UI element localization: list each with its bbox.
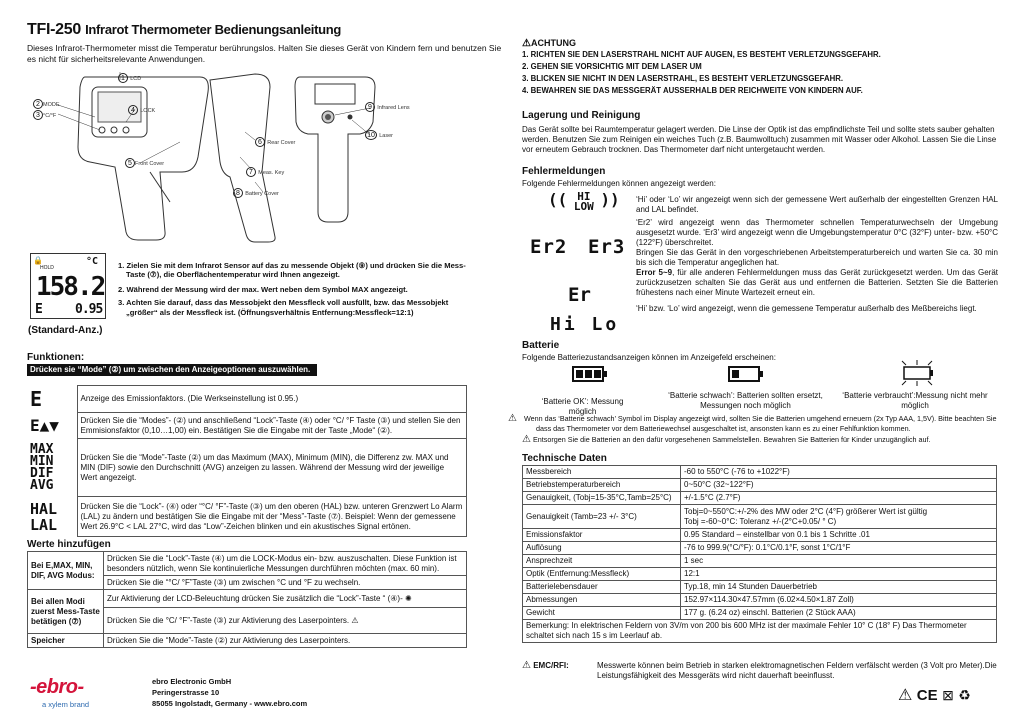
specs-title: Technische Daten [522, 453, 607, 464]
steps-list [118, 261, 473, 317]
spec-key: Genauigkeit (Tamb=23 +/- 3°C) [523, 505, 681, 529]
spec-key: Ansprechzeit [523, 555, 681, 568]
emc-warning-icon: ⚠ [522, 660, 531, 671]
battery-intro: Folgende Batteriezustandsanzeigen können im Anzeigefeld erscheinen: [522, 352, 776, 362]
spec-value: Tobj=0~550°C:+/-2% des MW oder 2°C (4°F) größerer Wert ist gültig Tobj =-60~0°C: Toleranz +/-(2°C+0.05/ ° C) [681, 505, 997, 529]
spec-key: Messbereich [523, 466, 681, 479]
emc-section [522, 661, 997, 681]
er-icon: Er [568, 284, 591, 306]
warning-line-1: 1. RICHTEN SIE DEN LASERSTRAHL NICHT AUF AUGEN, ES BESTEHT VERLETZUNGSGEFAHR. [522, 50, 881, 60]
spec-value: +/-1.5°C (2.7°F) [681, 492, 997, 505]
specs-table [522, 465, 997, 643]
extra-key-1: Bei E,MAX, MIN, DIF, AVG Modus: [28, 552, 104, 590]
extra-val-1a: Drücken Sie die “Lock”-Taste (④) um die LOCK-Modus ein- bzw. auszuschalten. Diese Funktion ist besonders nützlich, wenn Sie kontinuierliche Messungen durchführen möchten (max. 60 min). [104, 552, 467, 576]
battery-empty-icon [900, 360, 936, 386]
errors-section [522, 166, 997, 189]
warning-line-3: 3. BLICKEN SIE NICHT IN DEN LASERSTRAHL, ES BESTEHT VERLETZUNGSGEFAHR. [522, 74, 843, 84]
warning-line-4: 4. BEWAHREN SIE DAS MESSGERÄT AUSSERHALB DER REICHWEITE VON KINDERN AUF. [522, 86, 863, 96]
battery-empty-text: ‘Batterie verbraucht’:Messung nicht mehr möglich [842, 391, 988, 410]
spec-value: 177 g. (6.24 oz) einschl. Batterien (2 Stück AAA) [681, 607, 997, 620]
laser-warning-icon: ⚠ [351, 615, 359, 625]
mode-alarm-icon: HAL LAL [30, 499, 58, 534]
table-row [523, 568, 997, 581]
mode-e-text: Anzeige des Emissionfaktors. (Die Werkseinstellung ist 0.95.) [77, 386, 467, 413]
error-text-hilo: ‘Hi’ oder ‘Lo’ wir angezeigt wenn sich der gemessene Wert außerhalb der eingestellten Grenzen HAL and LAL befindet. [636, 195, 998, 214]
table-row [523, 542, 997, 555]
cleaning-title: Lagerung und Reinigung [522, 110, 641, 121]
table-row [28, 634, 467, 648]
functions-bar: Drücken sie “Mode” (②) um zwischen den Anzeigeoptionen auszuwählen. [27, 364, 317, 376]
extra-key-2: Bei allen Modi zuerst Mess-Taste betätigen (⑦) [28, 590, 104, 634]
certification-marks [898, 686, 971, 706]
mode-emissivity-text: Drücken Sie die “Modes”- (②) und anschließend “Lock”-Taste (④) oder °C/ °F Taste (③) und stellen Sie den Emmisionsfaktor (0,10…1,00) ein. Bestätigen Sie die Eingabe mit der Taste „Mode“ (②). [77, 413, 467, 439]
table-row [523, 607, 997, 620]
error-text-er2: ‘Er2’ wird angezeigt wenn das Thermometer schnellen Temperaturwechseln der Umgebung ausgesetzt wurde. ‘Er3’ wird angezeigt wenn die Umgebungstemperatur 0°C (32°F) unter- bzw. +50°C (122°F) überschreitet. [636, 218, 998, 247]
errors-texts [636, 195, 998, 314]
callout-front-cover: 5 Front Cover [125, 158, 164, 168]
callout-meas-key: 7 Meas. Key [246, 167, 284, 177]
document-title: Infrarot Thermometer Bedienungsanleitung [85, 22, 342, 37]
mode-max-min-icon: MAX MIN DIF AVG [30, 441, 54, 493]
ebro-logo: -ebro- [30, 676, 84, 698]
lcd-sub-right: 0.95 [75, 302, 103, 317]
errors-intro: Folgende Fehlermeldungen können angezeigt werden: [522, 178, 716, 188]
battery-ok-icon [572, 364, 608, 384]
er2-icon: Er2 [530, 236, 568, 258]
extra-title: Werte hinzufügen [27, 539, 111, 550]
table-row [523, 479, 997, 492]
callout-unit: 3 °C/°F [33, 110, 56, 120]
extra-table [27, 551, 467, 648]
table-row [523, 492, 997, 505]
table-row [523, 466, 997, 479]
functions-title: Funktionen: [27, 352, 85, 363]
ce-mark: CE [916, 687, 938, 704]
spec-key: Auflösung [523, 542, 681, 555]
extra-val-1b: Drücken Sie die “°C/ °F”Taste (③) um zwischen °C und °F zu wechseln. [104, 576, 467, 590]
lcd-sub-left: E [35, 302, 43, 317]
spec-key: Abmessungen [523, 594, 681, 607]
spec-key: Genauigkeit, (Tobj=15-35°C,Tamb=25°C) [523, 492, 681, 505]
er3-icon: Er3 [588, 236, 626, 258]
emc-label: EMC/RFI: [533, 661, 569, 670]
callout-laser: 10 Laser [365, 130, 393, 140]
table-row [27, 386, 467, 413]
company-name: ebro Electronic GmbH [152, 677, 232, 686]
cleaning-section [522, 110, 997, 155]
company-street: Peringerstrasse 10 [152, 688, 220, 697]
spec-value: -60 to 550°C (-76 to +1022°F) [681, 466, 997, 479]
specs-remark: Bemerkung: In elektrischen Feldern von 3V/m von 200 bis 600 MHz ist der maximale Fehler 10° C (18° F) Das Thermometer schaltet sich nach 15 s im Leerlauf ab. [523, 620, 997, 643]
extra-val-3: Drücken Sie die “Mode”-Taste (②) zur Aktivierung des Laserpointers. [104, 634, 467, 648]
warning-title: ACHTUNG [530, 38, 576, 48]
spec-value: 152.97×114.30×47.57mm (6.02×4.50×1.87 Zoll) [681, 594, 997, 607]
callout-infrared-lens: 9 Infrared Lens [365, 102, 410, 112]
mode-max-min-text: Drücken Sie die “Mode”-Taste (②) um das Maximum (MAX), Minimum (MIN), die Differenz zw. MAX und MIN (DIF) sowie den Durchschnitt (AVG) anzeigen zu lassen. Während der Messung wird der jeweilige Wert angezeigt. [77, 439, 467, 497]
battery-ok-text: ‘Batterie OK’: Messung möglich [541, 397, 624, 416]
table-row [28, 590, 467, 608]
step-2: 2. Während der Messung wird der max. Wert neben dem Symbol MAX angezeigt. [118, 284, 408, 294]
spec-key: Optik (Entfernung:Messfleck) [523, 568, 681, 581]
weee-bin-icon: ⊠ [942, 687, 954, 703]
recycle-icon: ♻ [958, 687, 971, 703]
lcd-unit: °C [86, 256, 99, 267]
battery-notes: ⚠ Wenn das ‘Batterie schwach’ Symbol im Display angezeigt wird, sollten Sie die Batterien umgehend erneuern (2x Typ AAA, 1,5V). Bitte beachten Sie dass das Thermometer vor dem Batteriewechsel ausgeschaltet ist, ansonsten kann es zu einer Fehlfunktion kommen. ⚠ Entsorgen Sie die Batterien an den dafür vorgesehenen Sammelstellen. Bewahren Sie Batterien für Kinder unzugänglich auf. [508, 413, 997, 445]
brand-tagline: a xylem brand [42, 700, 90, 709]
spec-key: Emissionsfaktor [523, 529, 681, 542]
table-row [28, 552, 467, 576]
warning-line-2: 2. GEHEN SIE VORSICHTIG MIT DEM LASER UM [522, 62, 702, 72]
page-header [27, 20, 507, 64]
step-3: 3. Achten Sie darauf, dass das Messobjekt den Messfleck voll ausfüllt, bzw. das Messobjekt „größer“ als der Messfleck ist. (Öffnungsverhältnis Entfernung:Messfleck=12:1) [118, 298, 449, 317]
mode-e-icon: E [30, 386, 43, 411]
table-row [523, 594, 997, 607]
table-row [523, 620, 997, 643]
spec-value: 1 sec [681, 555, 997, 568]
spec-key: Gewicht [523, 607, 681, 620]
callout-lcd: 1 LCD [118, 73, 141, 83]
model-title: TFI-250 [27, 21, 81, 38]
battery-title: Batterie [522, 340, 560, 351]
hi-low-icon: (( HI LOW )) [548, 190, 620, 213]
table-row [27, 413, 467, 439]
lcd-hold: HOLD [40, 265, 54, 271]
lock-icon: 🔒 [33, 256, 43, 265]
hi-lo-icon: Hi Lo [550, 314, 620, 335]
table-row [523, 505, 997, 529]
callout-battery-cover: 8 Battery Cover [233, 188, 279, 198]
light-icon: ✺ [404, 593, 412, 603]
error-text-er-bold: Error 5~9 [636, 268, 673, 277]
error-text-er: , für alle anderen Fehlermeldungen muss das Gerät zurückgesetzt werden. Um das Gerät zurückzusetzen schalten Sie das Gerät aus und entfernen die Batterien. Setzten Sie die Batterien frühestens nach einer Minute Wartezeit erneut ein. [636, 268, 998, 297]
table-row [27, 439, 467, 497]
mode-emissivity-icon: E▲▼ [30, 415, 59, 435]
spec-value: 0~50°C (32~122°F) [681, 479, 997, 492]
extra-val-2a: Zur Aktivierung der LCD-Beleuchtung drücken Sie zusätzlich die “Lock”-Taste “ (④)- [107, 593, 403, 603]
lcd-sample [30, 253, 106, 319]
table-row [523, 581, 997, 594]
callout-mode: 2 MODE [33, 99, 60, 109]
warning-section [522, 38, 1002, 97]
table-row [27, 497, 467, 537]
functions-table [27, 385, 467, 537]
company-address [152, 676, 307, 709]
mode-alarm-text: Drücken Sie die “Lock”- (④) oder “°C/ °F”-Taste (③) um den oberen (HAL) bzw. unteren Grenzwert Lo Alarm (LAL) zu ändern und bestätigen Sie die Eingabe mit der “Mess”-Taste (⑦). Beispiel: Wenn der gemessene Wert 26.9°C < LAL 27°C, wird das “Low”-Zeichen blinken und ein akustisches Signal ertönen. [77, 497, 467, 537]
spec-key: Batterielebensdauer [523, 581, 681, 594]
cleaning-text: Das Gerät sollte bei Raumtemperatur gelagert werden. Die Linse der Optik ist das empfindlichste Teil und sollte stets sauber gehalten werden. Benutzen Sie zum Reinigen ein weiches Tuch (z.B. Baumwolltuch) zusammen mit Wasser oder Alkohol. Lassen Sie die Linse vor erneutem Gebrauch trocknen. Das Thermometer darf nicht untergetaucht werden. [522, 124, 997, 154]
emc-text: Messwerte können beim Betrieb in starken elektromagnetischen Feldern verfälscht werden (3 Volt pro Meter).Die Leistungsfähigkeit des Messgeräts wird nicht dauerhaft beeinflusst. [597, 661, 997, 680]
company-city: 85055 Ingolstadt, Germany - www.ebro.com [152, 699, 308, 708]
spec-value: Typ.18, min 14 Stunden Dauerbetrieb [681, 581, 997, 594]
table-row [523, 555, 997, 568]
table-row [523, 529, 997, 542]
extra-key-3: Speicher [28, 634, 104, 648]
warning-mark-icon: ⚠ [898, 687, 913, 704]
device-diagram [30, 62, 510, 247]
battery-low-icon [728, 364, 764, 384]
battery-low-text: ‘Batterie schwach’: Batterien sollten ersetzt, Messungen noch möglich [668, 391, 823, 410]
disposal-warning-icon: ⚠ [522, 434, 531, 445]
step-1: 1. Zielen Sie mit dem Infrarot Sensor auf das zu messende Objekt (⑨) und drücken Sie die Mess-Taste (⑦), die Oberflächentemperatur wird Ihnen angezeigt. [118, 261, 466, 280]
warning-icon: ⚠ [522, 38, 531, 49]
spec-value: 12:1 [681, 568, 997, 581]
spec-value: 0.95 Standard – einstellbar von 0.1 bis 1 Schritte .01 [681, 529, 997, 542]
spec-value: -76 to 999.9(°C/°F): 0.1°C/0.1°F, sonst 1°C/1°F [681, 542, 997, 555]
error-text-range: ‘Hi’ bzw. ‘Lo’ wird angezeigt, wenn die gemessene Temperatur außerhalb des Meßbereichs liegt. [636, 304, 977, 313]
callout-rear-cover: 6 Rear Cover [255, 137, 295, 147]
errors-title: Fehlermeldungen [522, 166, 606, 177]
brand-logo [30, 675, 89, 709]
spec-key: Betriebstemperaturbereich [523, 479, 681, 492]
callout-lock: 4 LOCK [128, 105, 155, 115]
lcd-caption: (Standard-Anz.) [28, 325, 103, 336]
intro-text: Dieses Infrarot-Thermometer misst die Temperatur berührungslos. Halten Sie dieses Gerät von Kindern fern und benutzen Sie es nicht für sicherheitsrelevante Anwendungen. [27, 43, 502, 64]
error-text-advice: Bringen Sie das Gerät in den vorgeschriebenen Arbeitstemperaturbereich und warten Sie ca. 30 min bis sich die Temperatur angeglichen hat. [636, 248, 998, 267]
lcd-main-value: 158.2 [36, 272, 105, 302]
extra-val-2b: Drücken Sie die °C/ °F”-Taste (③) zur Aktivierung des Laserpointers. [107, 615, 350, 625]
